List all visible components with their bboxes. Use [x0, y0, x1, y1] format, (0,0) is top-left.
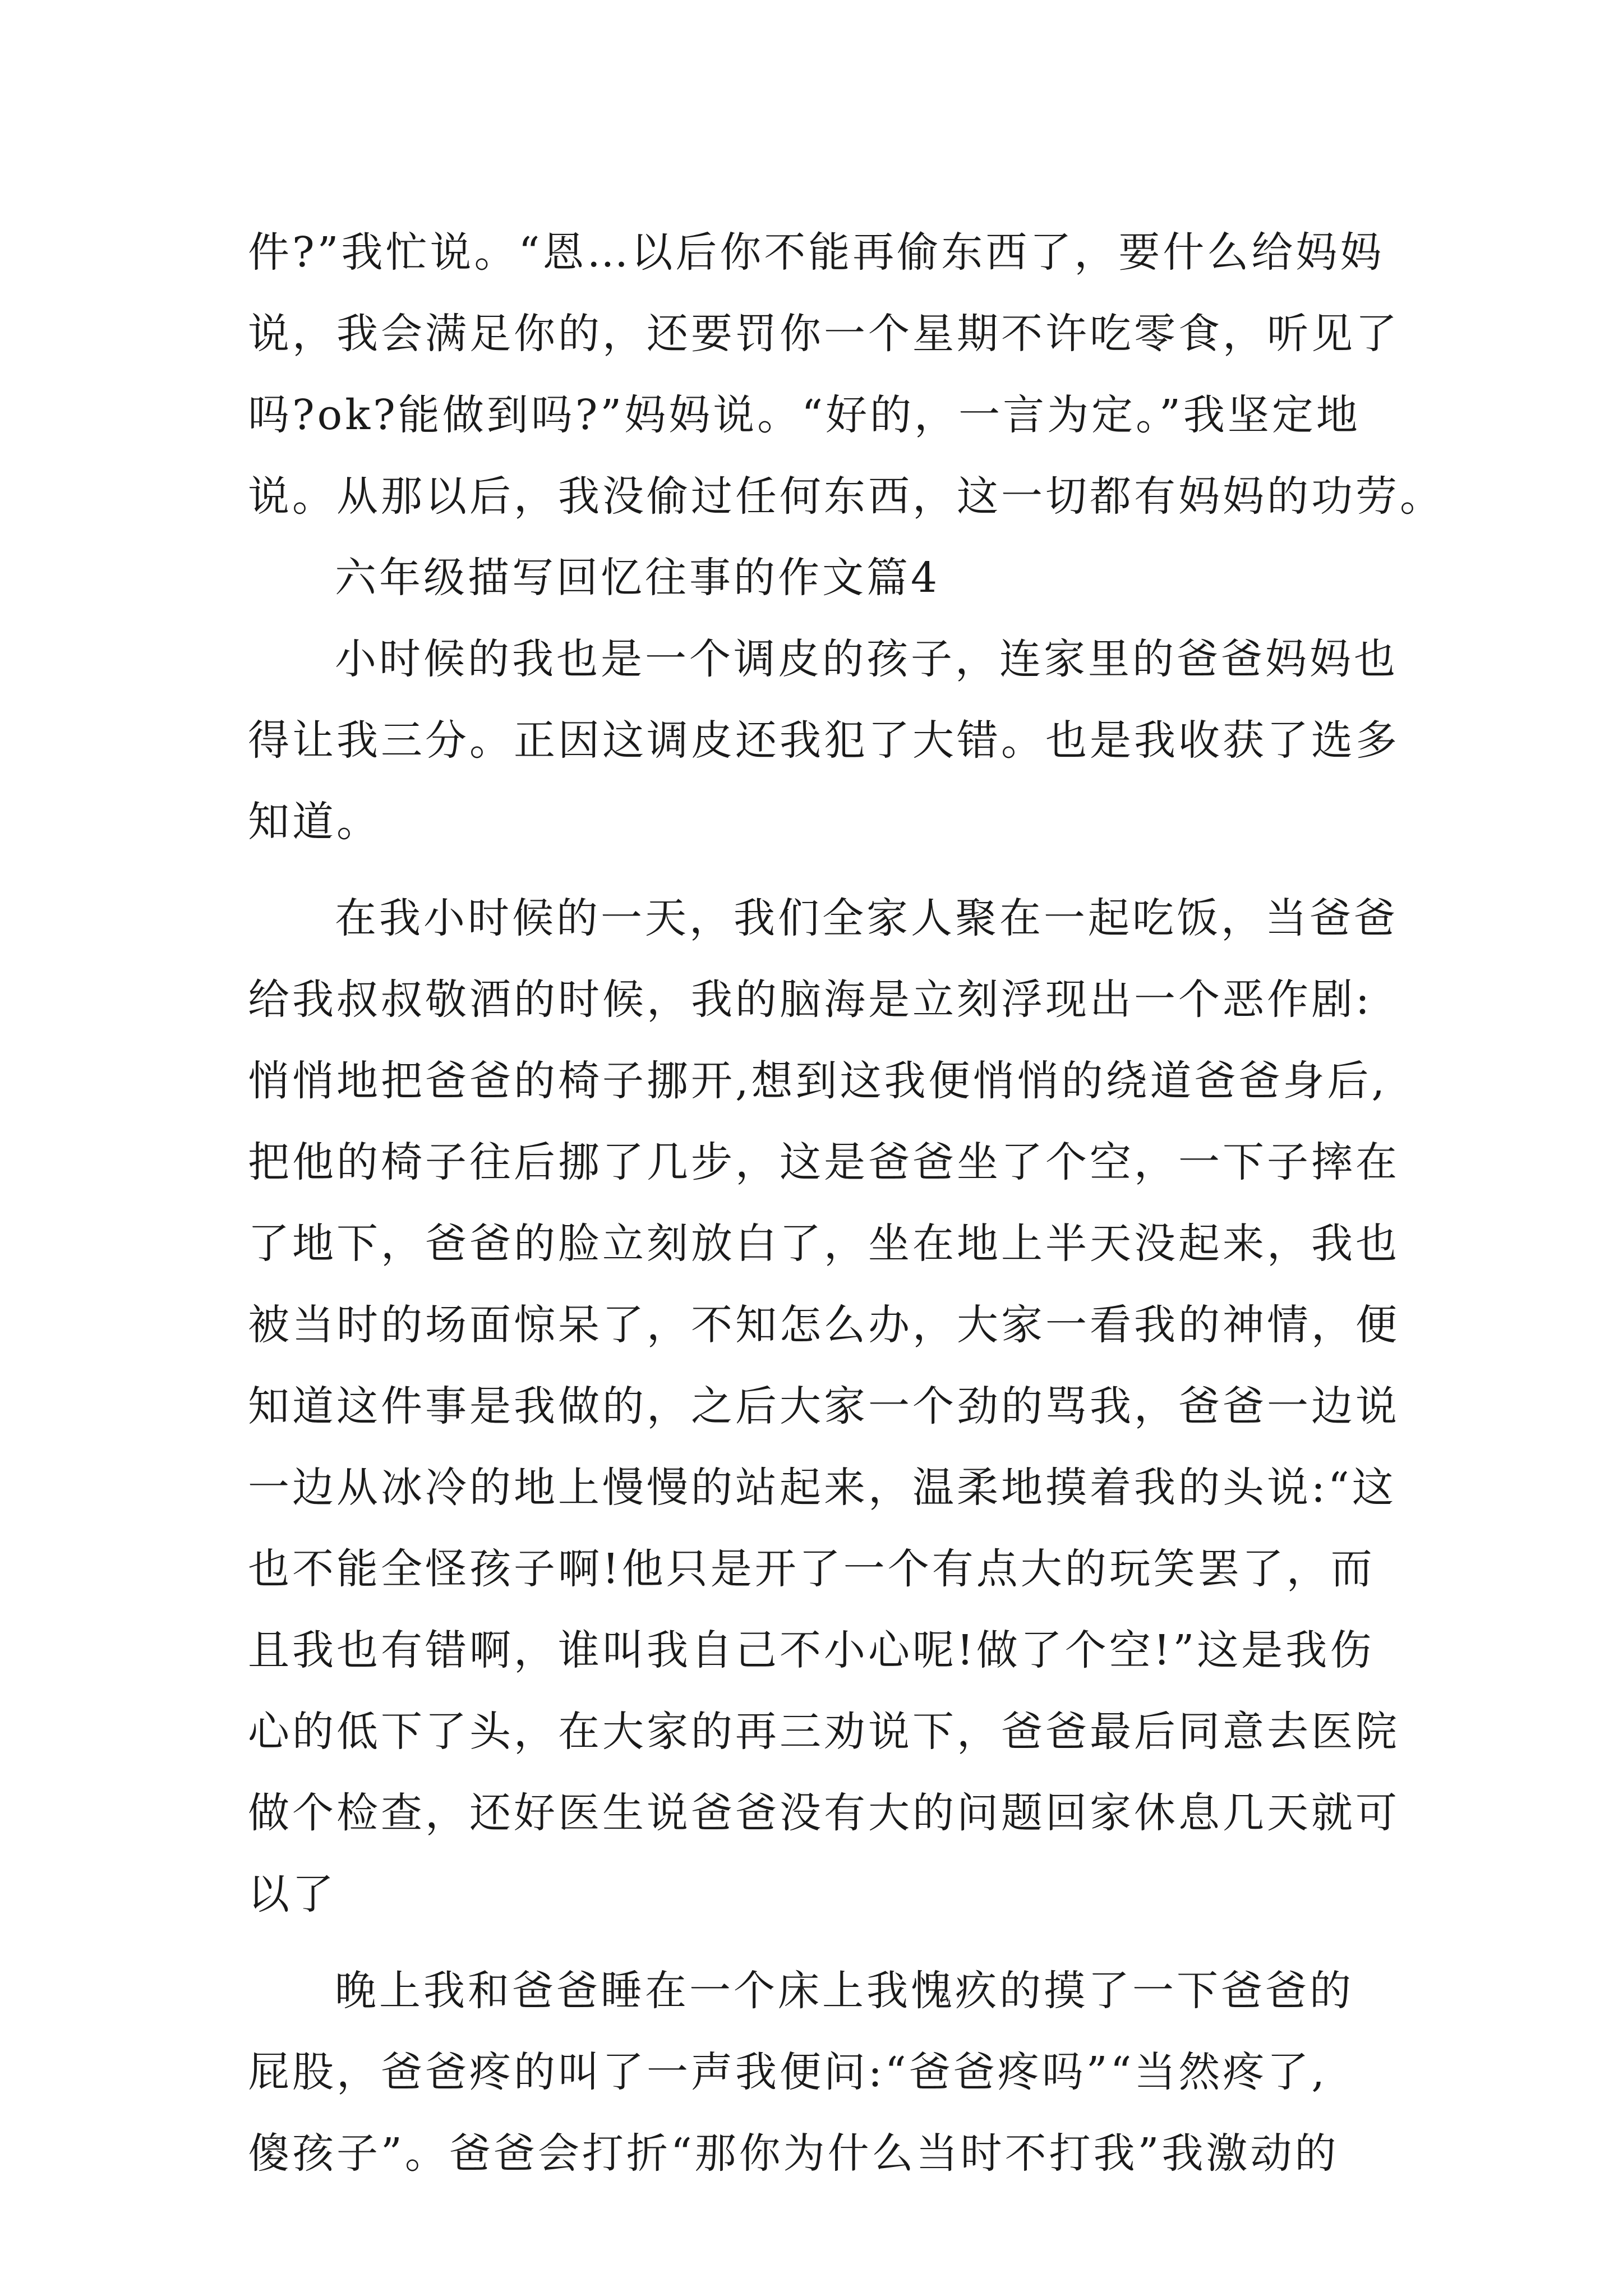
text-line: 吗?ok?能做到吗?”妈妈说。“好的，一言为定。”我坚定地: [248, 391, 1361, 439]
text-line: 傻孩子”。爸爸会打折“那你为什么当时不打我”我激动的: [248, 2129, 1339, 2178]
text-line: 知道。: [248, 798, 381, 846]
text-line: 小时候的我也是一个调皮的孩子，连家里的爸爸妈妈也: [335, 635, 1398, 683]
paragraph: [248, 619, 1400, 863]
text-line: 屁股，爸爸疼的叫了一声我便问:“爸爸疼吗”“当然疼了,: [248, 2048, 1327, 2096]
text-line: 且我也有错啊，谁叫我自己不小心呢!做了个空!”这是我伤: [248, 1626, 1375, 1674]
text-line: 得让我三分。正因这调皮还我犯了大错。也是我收获了选多: [248, 716, 1400, 765]
paragraph: [248, 1950, 1392, 2194]
text-line: 说，我会满足你的，还要罚你一个星期不许吃零食，听见了: [248, 310, 1400, 358]
paragraph: [248, 878, 1400, 1935]
text-line: 件?”我忙说。“恩…以后你不能再偷东西了，要什么给妈妈: [248, 228, 1385, 277]
paragraph-spacer: [248, 1935, 1392, 1950]
text-line: 了地下，爸爸的脸立刻放白了，坐在地上半天没起来，我也: [248, 1220, 1400, 1268]
text-line: 也不能全怪孩子啊!他只是开了一个有点大的玩笑罢了，而: [248, 1545, 1375, 1593]
section-heading: 六年级描写回忆往事的作文篇4: [335, 554, 940, 602]
text-line: 以了: [248, 1870, 336, 1918]
text-line: 被当时的场面惊呆了，不知怎么办，大家一看我的神情，便: [248, 1301, 1400, 1349]
text-line: 知道这件事是我做的，之后大家一个劲的骂我，爸爸一边说: [248, 1382, 1400, 1430]
text-line: 给我叔叔敬酒的时候，我的脑海是立刻浮现出一个恶作剧:: [248, 976, 1372, 1024]
text-line: 悄悄地把爸爸的椅子挪开,想到这我便悄悄的绕道爸爸身后,: [248, 1057, 1388, 1105]
document-body: [248, 212, 1444, 2194]
text-line: 说。从那以后，我没偷过任何东西，这一切都有妈妈的功劳。: [248, 472, 1444, 521]
paragraph: [248, 212, 1444, 537]
text-line: 心的低下了头，在大家的再三劝说下，爸爸最后同意去医院: [248, 1708, 1400, 1756]
text-line: 把他的椅子往后挪了几步，这是爸爸坐了个空，一下子摔在: [248, 1138, 1400, 1186]
text-line: 做个检查，还好医生说爸爸没有大的问题回家休息几天就可: [248, 1789, 1400, 1837]
text-line: 一边从冰冷的地上慢慢的站起来，温柔地摸着我的头说:“这: [248, 1464, 1396, 1512]
text-line: 在我小时候的一天，我们全家人聚在一起吃饭，当爸爸: [335, 894, 1398, 942]
paragraph-spacer: [248, 863, 1392, 878]
text-line: 晚上我和爸爸睡在一个床上我愧疚的摸了一下爸爸的: [335, 1967, 1354, 2015]
